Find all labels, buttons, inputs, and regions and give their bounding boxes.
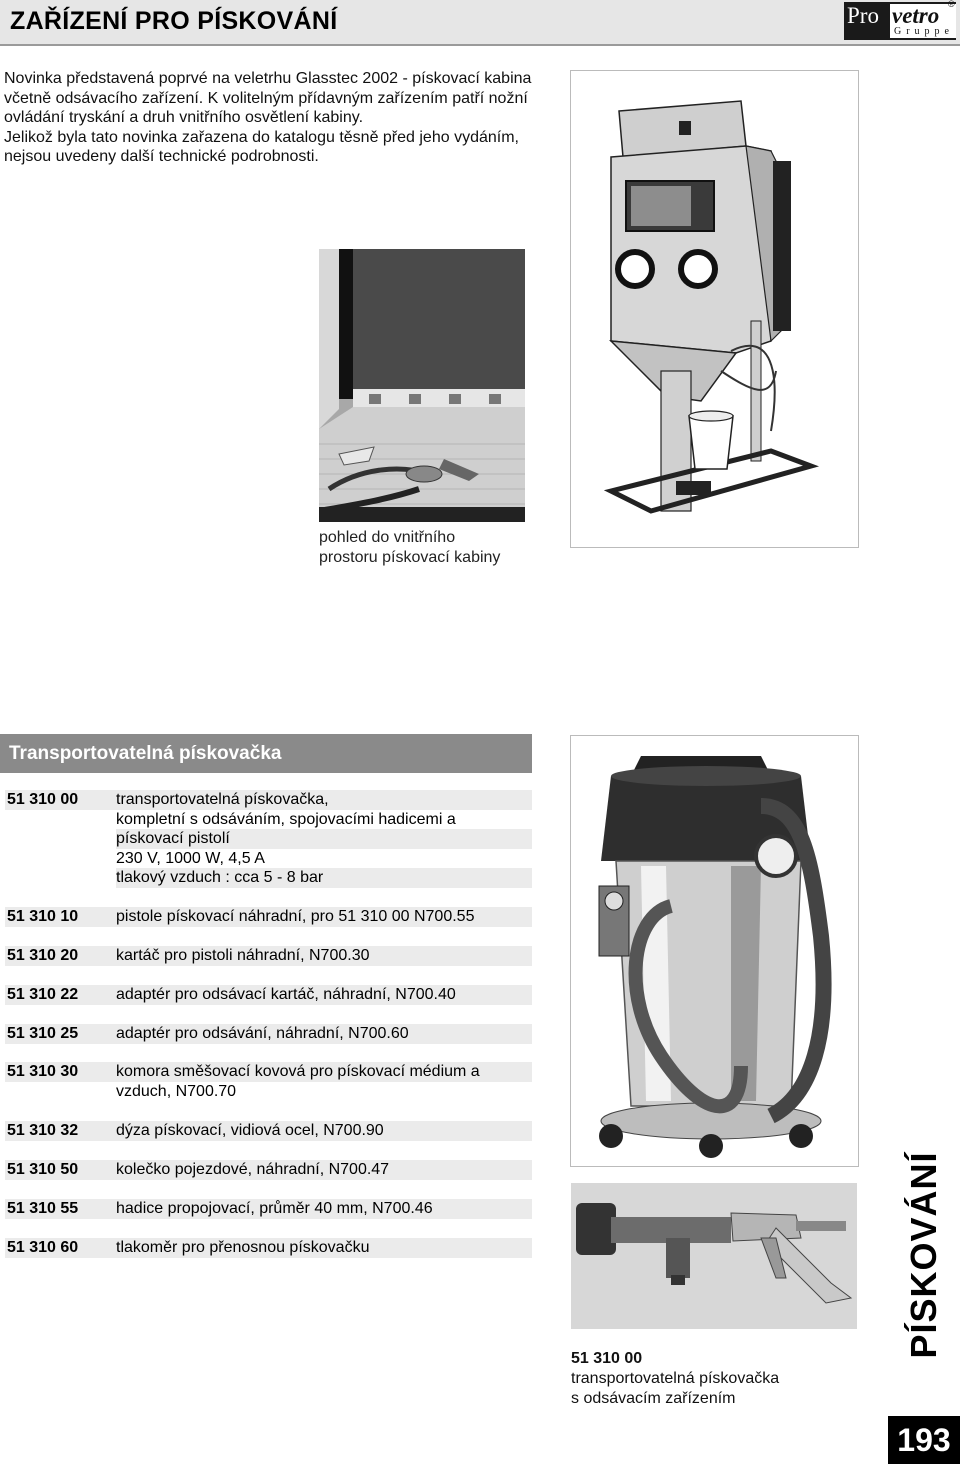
product-row <box>5 1024 532 1044</box>
product-row <box>5 907 532 927</box>
product-description <box>116 1024 532 1044</box>
description-line: adaptér pro odsávání, náhradní, N700.60 <box>116 1024 532 1044</box>
description-line: komora směšovací kovová pro pískovací médium a <box>116 1062 532 1082</box>
section-header: Transportovatelná pískovačka <box>0 734 532 773</box>
product-code: 51 310 32 <box>7 1122 79 1139</box>
product-description <box>116 946 532 966</box>
intro-paragraph: Jelikož byla tato novinka zařazena do katalogu těsně před jeho vydáním, nejsou uvedeny další technické podrobnosti. <box>4 128 519 165</box>
caption-line: transportovatelná pískovačka <box>571 1370 780 1387</box>
product-description <box>116 1160 532 1180</box>
description-line: tlakoměr pro přenosnou pískovačku <box>116 1238 532 1258</box>
product-code: 51 310 55 <box>7 1200 79 1217</box>
provetro-logo <box>844 2 956 40</box>
product-row <box>5 1160 532 1180</box>
product-code: 51 310 30 <box>7 1063 79 1080</box>
product-code: 51 310 10 <box>7 908 79 925</box>
product-row <box>5 1121 532 1141</box>
description-line: 230 V, 1000 W, 4,5 A <box>116 849 532 869</box>
product-row <box>5 946 532 966</box>
logo-part-vetro: vetro <box>892 3 940 28</box>
description-line: kolečko pojezdové, náhradní, N700.47 <box>116 1160 532 1180</box>
description-line: kartáč pro pistoli náhradní, N700.30 <box>116 946 532 966</box>
product-code: 51 310 60 <box>7 1239 79 1256</box>
description-line: pískovací pistolí <box>116 829 532 849</box>
product-description <box>116 907 532 927</box>
description-line: kompletní s odsáváním, spojovacími hadicemi a <box>116 810 532 830</box>
description-line: tlakový vzduch : cca 5 - 8 bar <box>116 868 532 888</box>
logo-part-pro: Pro <box>847 3 879 28</box>
product-code: 51 310 22 <box>7 986 79 1003</box>
side-section-label: PÍSKOVÁNÍ <box>903 1151 944 1359</box>
product-row <box>5 790 532 888</box>
logo-gruppe: Gruppe <box>894 26 954 37</box>
logo-registered-mark: ® <box>948 0 955 9</box>
product-code: 51 310 00 <box>7 791 79 808</box>
product-description <box>116 790 532 888</box>
product-row <box>5 1238 532 1258</box>
product-row <box>5 985 532 1005</box>
portable-sandblaster-photo <box>570 735 859 1167</box>
product-description <box>116 1062 532 1101</box>
product-code: 51 310 25 <box>7 1025 79 1042</box>
caption-code: 51 310 00 <box>571 1350 643 1367</box>
product-description <box>116 1199 532 1219</box>
description-line: vzduch, N700.70 <box>116 1082 532 1102</box>
page-title: ZAŘÍZENÍ PRO PÍSKOVÁNÍ <box>10 7 338 35</box>
sandblasting-cabinet-photo <box>570 70 859 548</box>
product-description <box>116 1121 532 1141</box>
side-label-wrap <box>888 1130 960 1380</box>
page-number: 193 <box>888 1416 960 1464</box>
product-code: 51 310 50 <box>7 1161 79 1178</box>
sandblasting-gun-photo <box>571 1183 857 1329</box>
description-line: adaptér pro odsávací kartáč, náhradní, N700.40 <box>116 985 532 1005</box>
caption-line: prostoru pískovací kabiny <box>319 549 501 566</box>
product-row <box>5 1199 532 1219</box>
interior-caption <box>319 528 500 568</box>
description-line: pistole pískovací náhradní, pro 51 310 00 N700.55 <box>116 907 532 927</box>
product-row <box>5 1062 532 1101</box>
caption-line: s odsávacím zařízením <box>571 1390 736 1407</box>
product-code: 51 310 20 <box>7 947 79 964</box>
caption-line: pohled do vnitřního <box>319 529 456 546</box>
intro-paragraph: Novinka představená poprvé na veletrhu Glasstec 2002 - pískovací kabina včetně odsávacího zařízení. K volitelným přídavným zařízením patří nožní ovládání tryskání a druh vnitřního osvětlení kabiny. <box>4 70 532 126</box>
cabinet-interior-photo <box>319 249 525 522</box>
description-line: dýza pískovací, vidiová ocel, N700.90 <box>116 1121 532 1141</box>
product-description <box>116 1238 532 1258</box>
sandblaster-caption <box>571 1349 779 1409</box>
product-description <box>116 985 532 1005</box>
description-line: transportovatelná pískovačka, <box>116 790 532 810</box>
description-line: hadice propojovací, průměr 40 mm, N700.46 <box>116 1199 532 1219</box>
intro-text <box>4 69 552 167</box>
